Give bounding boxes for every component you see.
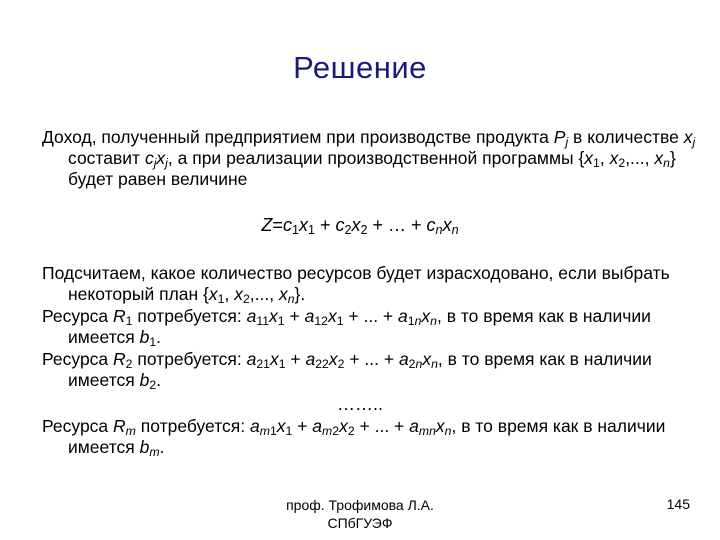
resource-2-paragraph: Ресурса $R_2$ потребуется: $a_{21}x_1 + a_{22}x_2$ + ... + $a_{2n}x_n$, в то время как в наличии имеется $b_2$. (42, 349, 652, 393)
page-number: 145 (666, 496, 690, 512)
resource-m-paragraph: Ресурса $R_m$ потребуется: $a_{m1}x_1 + a_{m2}x_2$ + ... + $a_{mn}x_n$, в то время как в наличии имеется $b_m$. (42, 416, 666, 460)
footer-institution: СПбГУЭФ (327, 515, 393, 531)
footer-author-name: проф. Трофимова Л.А. (286, 497, 434, 513)
footer-author (260, 496, 460, 532)
resources-intro-paragraph: Подсчитаем, какое количество ресурсов будет израсходовано, если выбрать некоторый план {$x_1$, $x_2$,..., $x_n$}. (42, 263, 670, 307)
income-paragraph: Доход, полученный предприятием при производстве продукта $P_j$ в количестве $x_j$ составит $c_jx_j$, а при реализации производственной программы {$x_1$, $x_2$,..., $x_n$} будет равен величине (42, 127, 696, 189)
slide-title: Решение (293, 50, 427, 85)
ellipsis-separator: …….. (336, 394, 383, 414)
income-formula: $Z=c_1x_1 + c_2x_2$ + … + $c_nx_n$ (261, 215, 459, 238)
resource-1-paragraph: Ресурса $R_1$ потребуется: $a_{11}x_1 + a_{12}x_1$ + ... + $a_{1n}x_n$, в то время как в наличии имеется $b_1$. (42, 306, 651, 350)
